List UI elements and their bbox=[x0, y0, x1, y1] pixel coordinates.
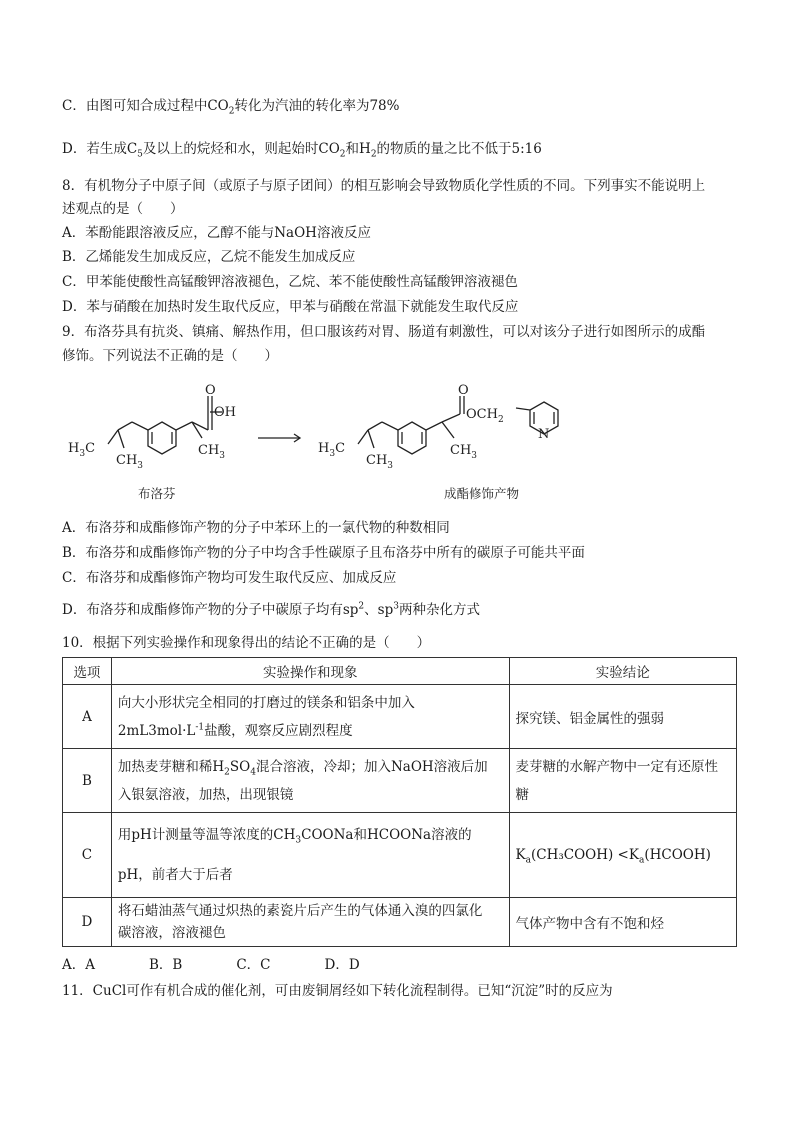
row-d-operation: 将石蜡油蒸气通过炽热的素瓷片后产生的气体通入溴的四氯化 碳溶液，溶液褪色 bbox=[111, 898, 509, 947]
ch3-sub-2: 3 bbox=[219, 451, 226, 461]
ch3-sub-3: 3 bbox=[387, 461, 394, 471]
svg-text:CH3 bbox=[198, 443, 225, 461]
svg-text:CH3 bbox=[366, 453, 393, 471]
ester-caption: 成酯修饰产物 bbox=[444, 486, 520, 501]
h3c-c-2: C bbox=[335, 441, 346, 456]
q8-stem-line1: 8．有机物分子中原子间（或原子与原子团间）的相互影响会导致物质化学性质的不同。下列事实不能说明上 bbox=[62, 178, 706, 194]
q10-answer-options: A．A B．B C．C D．D bbox=[62, 957, 360, 973]
q8-option-c: C．甲苯能使酸性高锰酸钾溶液褪色，乙烷、苯不能使酸性高锰酸钾溶液褪色 bbox=[62, 274, 518, 290]
q9-stem-line2: 修饰。下列说法不正确的是（ ） bbox=[62, 348, 278, 364]
q7-option-d: D．若生成$C_5$及以上的烷烃和水，则起始时$CO_2$和$H_2$的物质的量之比不低于5:16 bbox=[62, 141, 542, 160]
q9-option-d: D．布洛芬和成酯修饰产物的分子中碳原子均有$sp^2$、$sp^3$两种杂化方式 bbox=[62, 601, 480, 618]
ch3-sub-1: 3 bbox=[137, 461, 144, 471]
row-c-conclusion: $K_a(CH_3COOH)$ $<K_a(HCOOH)$ bbox=[509, 813, 736, 898]
ibuprofen-caption: 布洛芬 bbox=[138, 486, 176, 501]
svg-text:H3C bbox=[68, 441, 95, 459]
row-a-conclusion: 探究镁、铝金属性的强弱 bbox=[509, 685, 736, 749]
carbonyl-o-label-2: O bbox=[458, 383, 469, 398]
ibuprofen-esterification-diagram bbox=[62, 382, 602, 512]
row-a-operation: 向大小形状完全相同的打磨过的镁条和铝条中加入 $2mL3mol\cdot L^{-1}$盐酸，观察反应剧烈程度 bbox=[111, 685, 509, 749]
h3c-sub-1: 3 bbox=[79, 449, 86, 459]
svg-text:O bbox=[205, 383, 216, 398]
table-row bbox=[63, 685, 737, 749]
q9-option-a: A．布洛芬和成酯修饰产物的分子中苯环上的一氯代物的种数相同 bbox=[62, 520, 450, 536]
table-header-row bbox=[63, 658, 737, 685]
q11-stem: 11．CuCl可作有机合成的催化剂，可由废铜屑经如下转化流程制得。已知“沉淀”时的反应为 bbox=[62, 983, 613, 999]
ch3-label-2: CH bbox=[198, 443, 220, 458]
svg-text:成酯修饰产物 bbox=[444, 486, 520, 501]
q7-option-c: C．由图可知合成过程中$CO_2$转化为汽油的转化率为78% bbox=[62, 98, 400, 117]
ch3-sub-4: 3 bbox=[471, 451, 478, 461]
ch3-label-1: CH bbox=[116, 453, 138, 468]
h3c-c-1: C bbox=[85, 441, 96, 456]
och2-label: OCH bbox=[466, 407, 498, 422]
row-d-option: D bbox=[63, 898, 112, 947]
och2-sub: 2 bbox=[497, 415, 504, 425]
ch3-label-4: CH bbox=[450, 443, 472, 458]
h3c-sub-2: 3 bbox=[329, 449, 336, 459]
row-c-option: C bbox=[63, 813, 112, 898]
svg-text:N bbox=[538, 427, 549, 442]
header-operation: 实验操作和现象 bbox=[111, 658, 509, 685]
q10-stem: 10．根据下列实验操作和现象得出的结论不正确的是（ ） bbox=[62, 635, 431, 651]
ch3-label-3: CH bbox=[366, 453, 388, 468]
table-row bbox=[63, 749, 737, 813]
table-row bbox=[63, 813, 737, 898]
header-conclusion: 实验结论 bbox=[509, 658, 736, 685]
h3c-label-1: H bbox=[68, 441, 80, 456]
svg-text:H3C bbox=[318, 441, 345, 459]
row-b-option: B bbox=[63, 749, 112, 813]
table-row bbox=[63, 898, 737, 947]
svg-text:OCH2 bbox=[466, 407, 504, 425]
q8-option-d: D．苯与硝酸在加热时发生取代反应，甲苯与硝酸在常温下就能发生取代反应 bbox=[62, 299, 519, 315]
svg-text:CH3 bbox=[450, 443, 477, 461]
q8-option-b: B．乙烯能发生加成反应，乙烷不能发生加成反应 bbox=[62, 249, 356, 265]
h3c-label-2: H bbox=[318, 441, 330, 456]
pyridine-n-label: N bbox=[538, 427, 550, 442]
svg-text:CH3 bbox=[116, 453, 143, 471]
row-d-conclusion: 气体产物中含有不饱和烃 bbox=[509, 898, 736, 947]
q8-stem-line2: 述观点的是（ ） bbox=[62, 201, 184, 217]
q9-stem-line1: 9．布洛芬具有抗炎、镇痛、解热作用，但口服该药对胃、肠道有刺激性，可以对该分子进行如图所示的成酯 bbox=[62, 324, 706, 340]
row-a-option: A bbox=[63, 685, 112, 749]
row-c-operation: 用pH计测量等温等浓度的$CH_3COONa$和HCOONa溶液的 pH，前者大于后者 bbox=[111, 813, 509, 898]
oh-label: OH bbox=[214, 405, 236, 420]
q9-option-c: C．布洛芬和成酯修饰产物均可发生取代反应、加成反应 bbox=[62, 570, 397, 586]
q9-option-b: B．布洛芬和成酯修饰产物的分子中均含手性碳原子且布洛芬中所有的碳原子可能共平面 bbox=[62, 545, 585, 561]
svg-text:布洛芬 bbox=[138, 486, 176, 501]
carbonyl-o-label-1: O bbox=[205, 383, 216, 398]
q8-option-a: A．苯酚能跟溶液反应，乙醇不能与NaOH溶液反应 bbox=[62, 225, 371, 241]
svg-text:O bbox=[458, 383, 469, 398]
svg-text:OH bbox=[214, 405, 236, 420]
row-b-operation: 加热麦芽糖和稀$H_2SO_4$混合溶液，冷却；加入NaOH溶液后加 入银氨溶液，加热，出现银镜 bbox=[111, 749, 509, 813]
experiment-table bbox=[62, 657, 737, 947]
row-b-conclusion: 麦芽糖的水解产物中一定有还原性 糖 bbox=[509, 749, 736, 813]
header-option: 选项 bbox=[63, 658, 112, 685]
